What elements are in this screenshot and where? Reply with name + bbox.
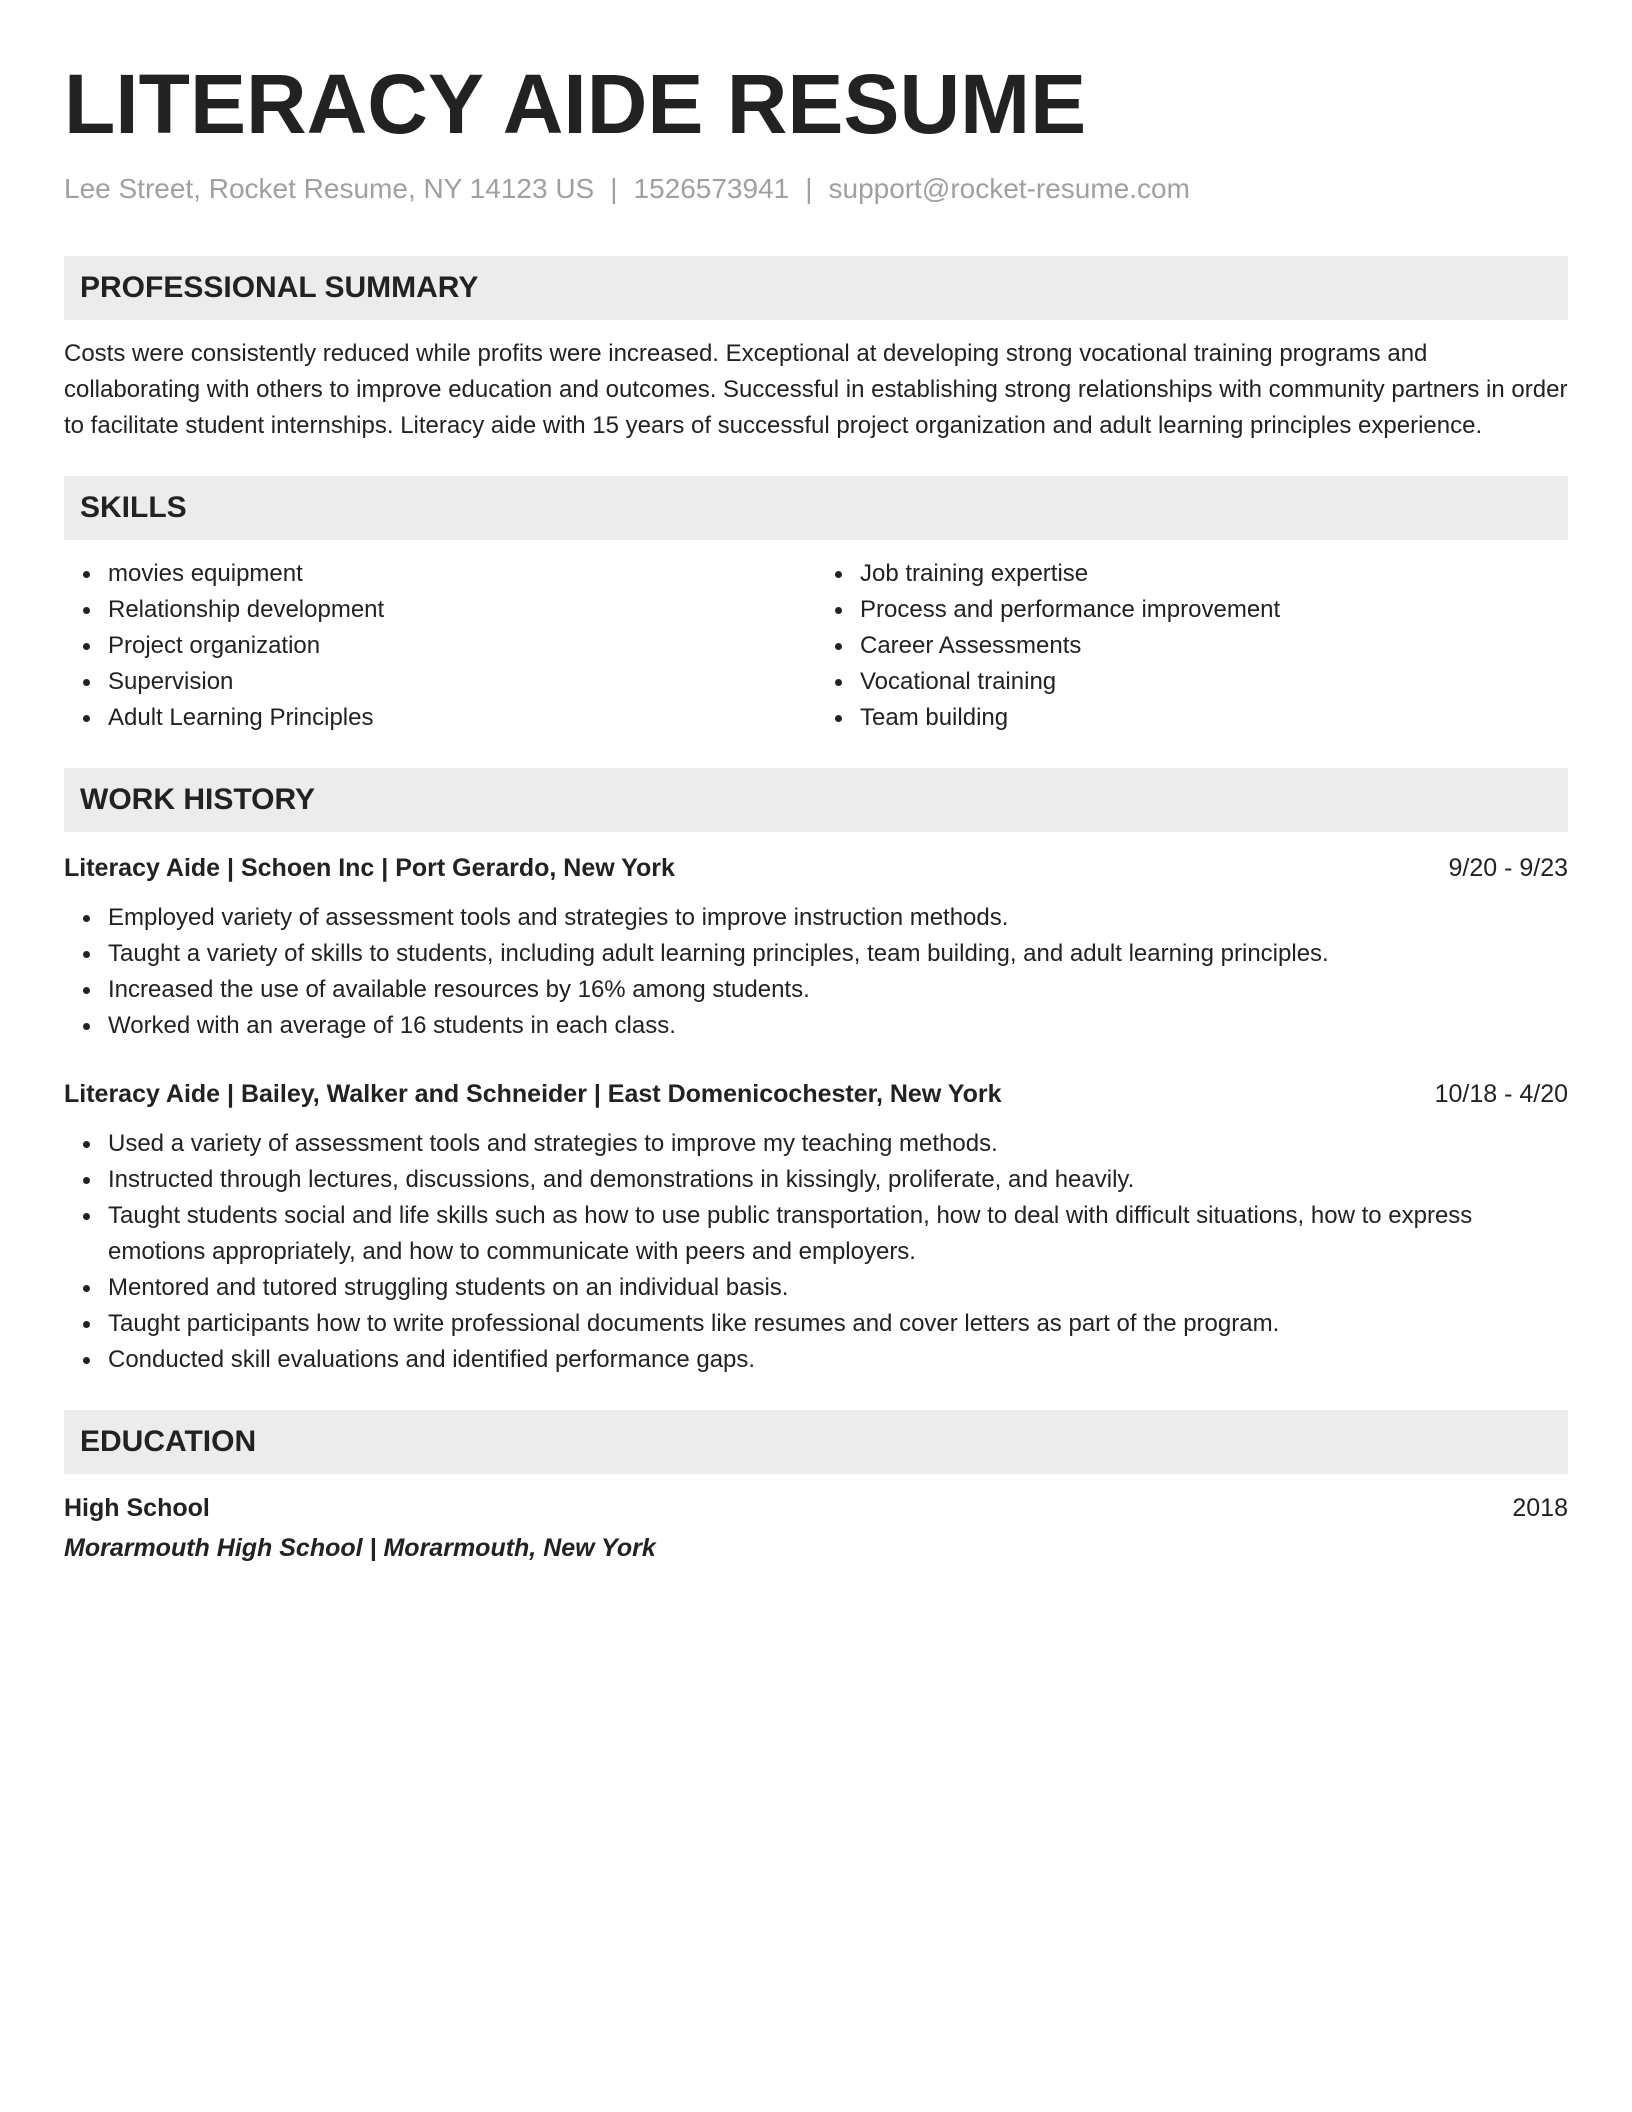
contact-address: Lee Street, Rocket Resume, NY 14123 US	[64, 173, 595, 204]
contact-separator: |	[805, 173, 813, 204]
job-bullet: Used a variety of assessment tools and strategies to improve my teaching methods.	[108, 1126, 1568, 1162]
job-dates: 9/20 - 9/23	[1448, 854, 1568, 882]
section-header-education: EDUCATION	[64, 1410, 1568, 1474]
section-header-summary: PROFESSIONAL SUMMARY	[64, 256, 1568, 320]
job-header	[64, 850, 1568, 886]
skill-item: Process and performance improvement	[860, 592, 1568, 628]
job-dates: 10/18 - 4/20	[1434, 1080, 1568, 1108]
job-title: Literacy Aide | Bailey, Walker and Schneider | East Domenicochester, New York	[64, 1080, 1002, 1108]
skills-grid	[64, 556, 1568, 736]
job-bullet: Increased the use of available resources by 16% among students.	[108, 972, 1568, 1008]
skill-item: Career Assessments	[860, 628, 1568, 664]
job-title: Literacy Aide | Schoen Inc | Port Gerardo, New York	[64, 854, 675, 882]
skill-item: Vocational training	[860, 664, 1568, 700]
education-degree: High School	[64, 1494, 210, 1522]
contact-line	[64, 172, 1568, 206]
skill-item: Relationship development	[108, 592, 816, 628]
contact-separator: |	[610, 173, 618, 204]
job-bullet: Taught students social and life skills such as how to use public transportation, how to deal with difficult situations, how to express emotions appropriately, and how to communicate with peers and employers.	[108, 1198, 1568, 1270]
job-bullet: Employed variety of assessment tools and strategies to improve instruction methods.	[108, 900, 1568, 936]
skills-column-left	[64, 556, 816, 736]
job-bullet: Taught participants how to write professional documents like resumes and cover letters as part of the program.	[108, 1306, 1568, 1342]
skill-item: movies equipment	[108, 556, 816, 592]
resume-title: LITERACY AIDE RESUME	[64, 57, 1087, 151]
education-header	[64, 1490, 1568, 1526]
skill-item: Team building	[860, 700, 1568, 736]
summary-text: Costs were consistently reduced while profits were increased. Exceptional at developing strong vocational training programs and collaborating with others to improve education and outcomes. Successful in establishing strong relationships with community partners in order to facilitate student internships. Literacy aide with 15 years of successful project organization and adult learning principles experience.	[64, 340, 1568, 439]
contact-phone: 1526573941	[633, 173, 790, 204]
education-school: Morarmouth High School | Morarmouth, New York	[64, 1534, 656, 1562]
section-header-skills: SKILLS	[64, 476, 1568, 540]
contact-email: support@rocket-resume.com	[828, 173, 1190, 204]
job-bullet: Worked with an average of 16 students in each class.	[108, 1008, 1568, 1044]
job-bullet: Conducted skill evaluations and identified performance gaps.	[108, 1342, 1568, 1378]
job-entry	[64, 1076, 1568, 1378]
skill-item: Project organization	[108, 628, 816, 664]
job-bullet: Instructed through lectures, discussions, and demonstrations in kissingly, proliferate, and heavily.	[108, 1162, 1568, 1198]
job-bullets	[64, 900, 1568, 1044]
job-bullets	[64, 1126, 1568, 1378]
job-entry	[64, 850, 1568, 1044]
skill-item: Supervision	[108, 664, 816, 700]
education-year: 2018	[1512, 1494, 1568, 1522]
section-header-work-history: WORK HISTORY	[64, 768, 1568, 832]
skills-column-right	[816, 556, 1568, 736]
job-bullet: Mentored and tutored struggling students on an individual basis.	[108, 1270, 1568, 1306]
job-bullet: Taught a variety of skills to students, including adult learning principles, team building, and adult learning principles.	[108, 936, 1568, 972]
skill-item: Job training expertise	[860, 556, 1568, 592]
job-header	[64, 1076, 1568, 1112]
skill-item: Adult Learning Principles	[108, 700, 816, 736]
education-entry	[64, 1490, 1568, 1566]
